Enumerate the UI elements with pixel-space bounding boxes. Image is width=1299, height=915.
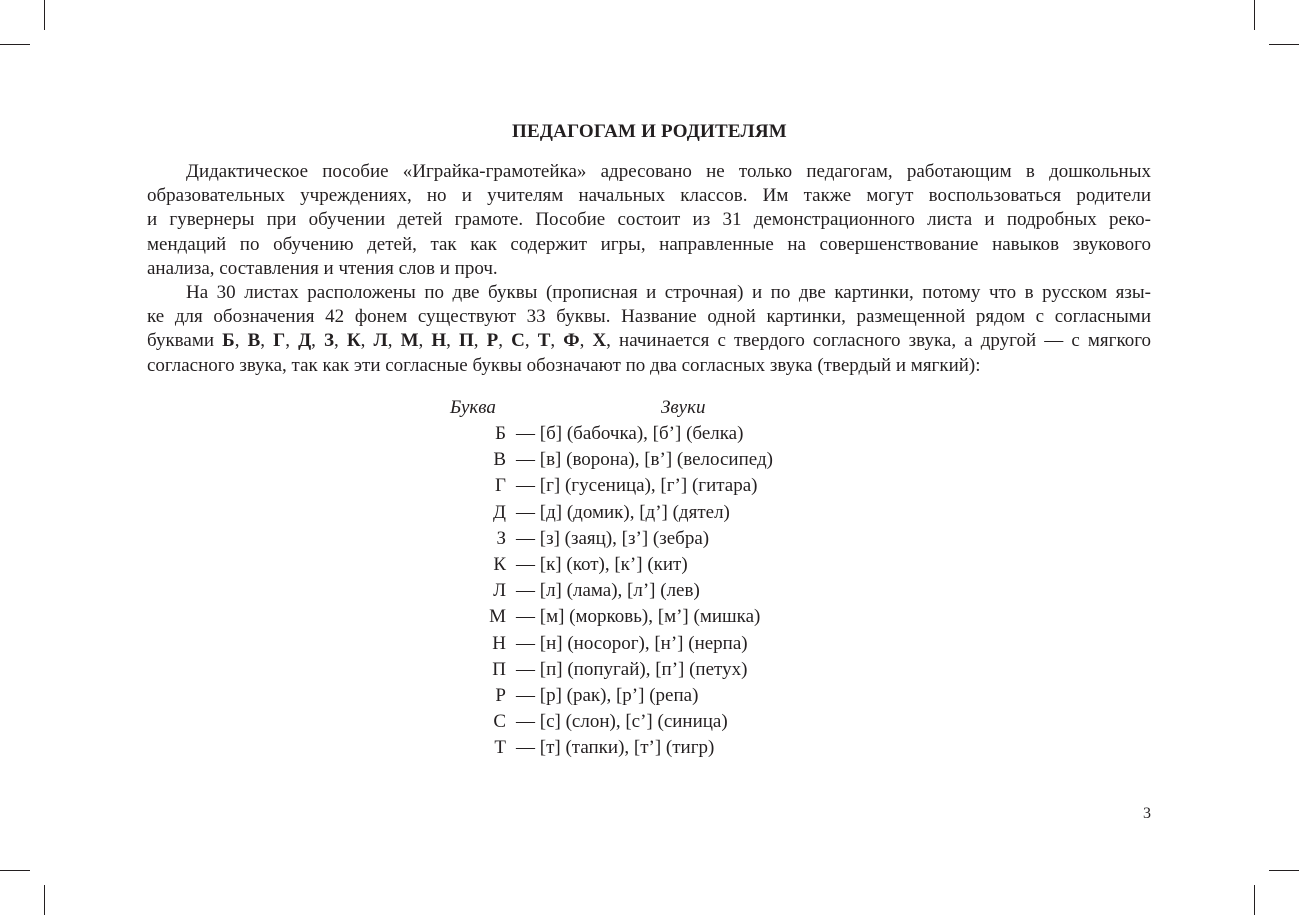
bold-letter: Р xyxy=(486,330,499,352)
bold-letter: С xyxy=(511,330,525,352)
row-letter: Н xyxy=(492,632,506,654)
row-letter: К xyxy=(493,553,506,575)
letters-outro: , начинается с твердого согласного звука, а другой — с мягкого xyxy=(606,330,1152,352)
page-title: ПЕДАГОГАМ И РОДИТЕЛЯМ xyxy=(512,121,787,142)
paragraph-letters xyxy=(147,281,1151,378)
crop-mark-bottom-right-vertical xyxy=(1254,885,1255,915)
crop-mark-bottom-right-horizontal xyxy=(1269,870,1299,871)
bold-letter: Д xyxy=(298,330,312,352)
bold-letter: Ф xyxy=(563,330,580,352)
bold-letters-list: Б, В, Г, Д, З, К, Л, М, Н, П, Р, С, Т, Ф, Х xyxy=(222,330,607,352)
table-header-letter: Буква xyxy=(450,397,496,418)
row-sounds: — [с] (слон), [с’] (синица) xyxy=(516,711,728,733)
paragraph-intro xyxy=(147,160,1151,281)
bold-letter: Н xyxy=(431,330,447,352)
bold-letter: Б xyxy=(222,330,235,352)
row-letter: Р xyxy=(495,684,506,706)
bold-letter: В xyxy=(247,330,261,352)
bold-letter: З xyxy=(324,330,335,352)
row-sounds: — [д] (домик), [д’] (дятел) xyxy=(516,501,730,523)
bold-letter: Т xyxy=(537,330,551,352)
paragraph-line-with-letters xyxy=(147,329,1151,353)
row-letter: Б xyxy=(495,423,506,444)
row-letter: С xyxy=(493,711,506,733)
row-sounds: — [к] (кот), [к’] (кит) xyxy=(516,553,688,575)
row-sounds: — [з] (заяц), [з’] (зебра) xyxy=(516,527,710,549)
row-letter: Л xyxy=(493,580,506,602)
bold-letter: П xyxy=(459,330,474,352)
paragraph-line: На 30 листах расположены по две буквы (прописная и строчная) и по две картинки, потому что в русском язы- xyxy=(186,282,1151,304)
paragraph-line: и гувернеры при обучении детей грамоте. Пособие состоит из 31 демонстрационного листа и подробных реко- xyxy=(147,209,1151,231)
row-sounds: — [р] (рак), [р’] (репа) xyxy=(516,684,699,706)
row-sounds: — [л] (лама), [л’] (лев) xyxy=(516,580,700,602)
row-sounds: — [м] (морковь), [м’] (мишка) xyxy=(516,606,761,628)
crop-mark-top-right-horizontal xyxy=(1269,44,1299,45)
bold-letter: Х xyxy=(592,330,607,352)
row-letter: Д xyxy=(493,501,506,523)
paragraph-line: анализа, составления и чтения слов и проч. xyxy=(147,257,498,279)
table-header-sounds: Звуки xyxy=(661,397,706,418)
bold-letter: Г xyxy=(273,330,286,352)
crop-mark-top-left-horizontal xyxy=(0,44,30,45)
crop-mark-top-left-vertical xyxy=(44,0,45,30)
paragraph-line: образовательных учреждениях, но и учителям начальных классов. Им также могут воспользоваться родители xyxy=(147,185,1151,207)
row-letter: Т xyxy=(494,737,506,759)
row-sounds: — [т] (тапки), [т’] (тигр) xyxy=(516,737,715,759)
crop-mark-bottom-left-vertical xyxy=(44,885,45,915)
crop-mark-top-right-vertical xyxy=(1254,0,1255,30)
row-letter: З xyxy=(496,527,506,549)
row-letter: М xyxy=(489,606,506,628)
paragraph-line: Дидактическое пособие «Играйка-грамотейка» адресовано не только педагогам, работающим в дошкольных xyxy=(186,161,1151,182)
crop-mark-bottom-left-horizontal xyxy=(0,870,30,871)
bold-letter: М xyxy=(400,330,419,352)
row-letter: П xyxy=(492,658,506,680)
row-sounds: — [п] (попугай), [п’] (петух) xyxy=(516,658,748,680)
page-number: 3 xyxy=(1143,805,1151,822)
row-letter: В xyxy=(493,449,506,471)
paragraph-line: ке для обозначения 42 фонем существуют 33 буквы. Название одной картинки, размещенной рядом с согласными xyxy=(147,306,1151,328)
paragraph-line: согласного звука, так как эти согласные буквы обозначают по два согласных звука (твердый и мягкий): xyxy=(147,354,981,376)
row-sounds: — [в] (ворона), [в’] (велосипед) xyxy=(516,449,773,471)
row-sounds: — [б] (бабочка), [б’] (белка) xyxy=(516,423,744,444)
paragraph-line: мендаций по обучению детей, так как содержит игры, направленные на совершенствование навыков звукового xyxy=(147,233,1151,255)
bold-letter: К xyxy=(346,330,361,352)
bold-letter: Л xyxy=(373,330,388,352)
row-sounds: — [н] (носорог), [н’] (нерпа) xyxy=(516,632,748,654)
row-sounds: — [г] (гусеница), [г’] (гитара) xyxy=(516,475,758,497)
body-text xyxy=(147,160,1151,378)
letters-intro: буквами xyxy=(147,330,215,352)
row-letter: Г xyxy=(495,475,506,497)
